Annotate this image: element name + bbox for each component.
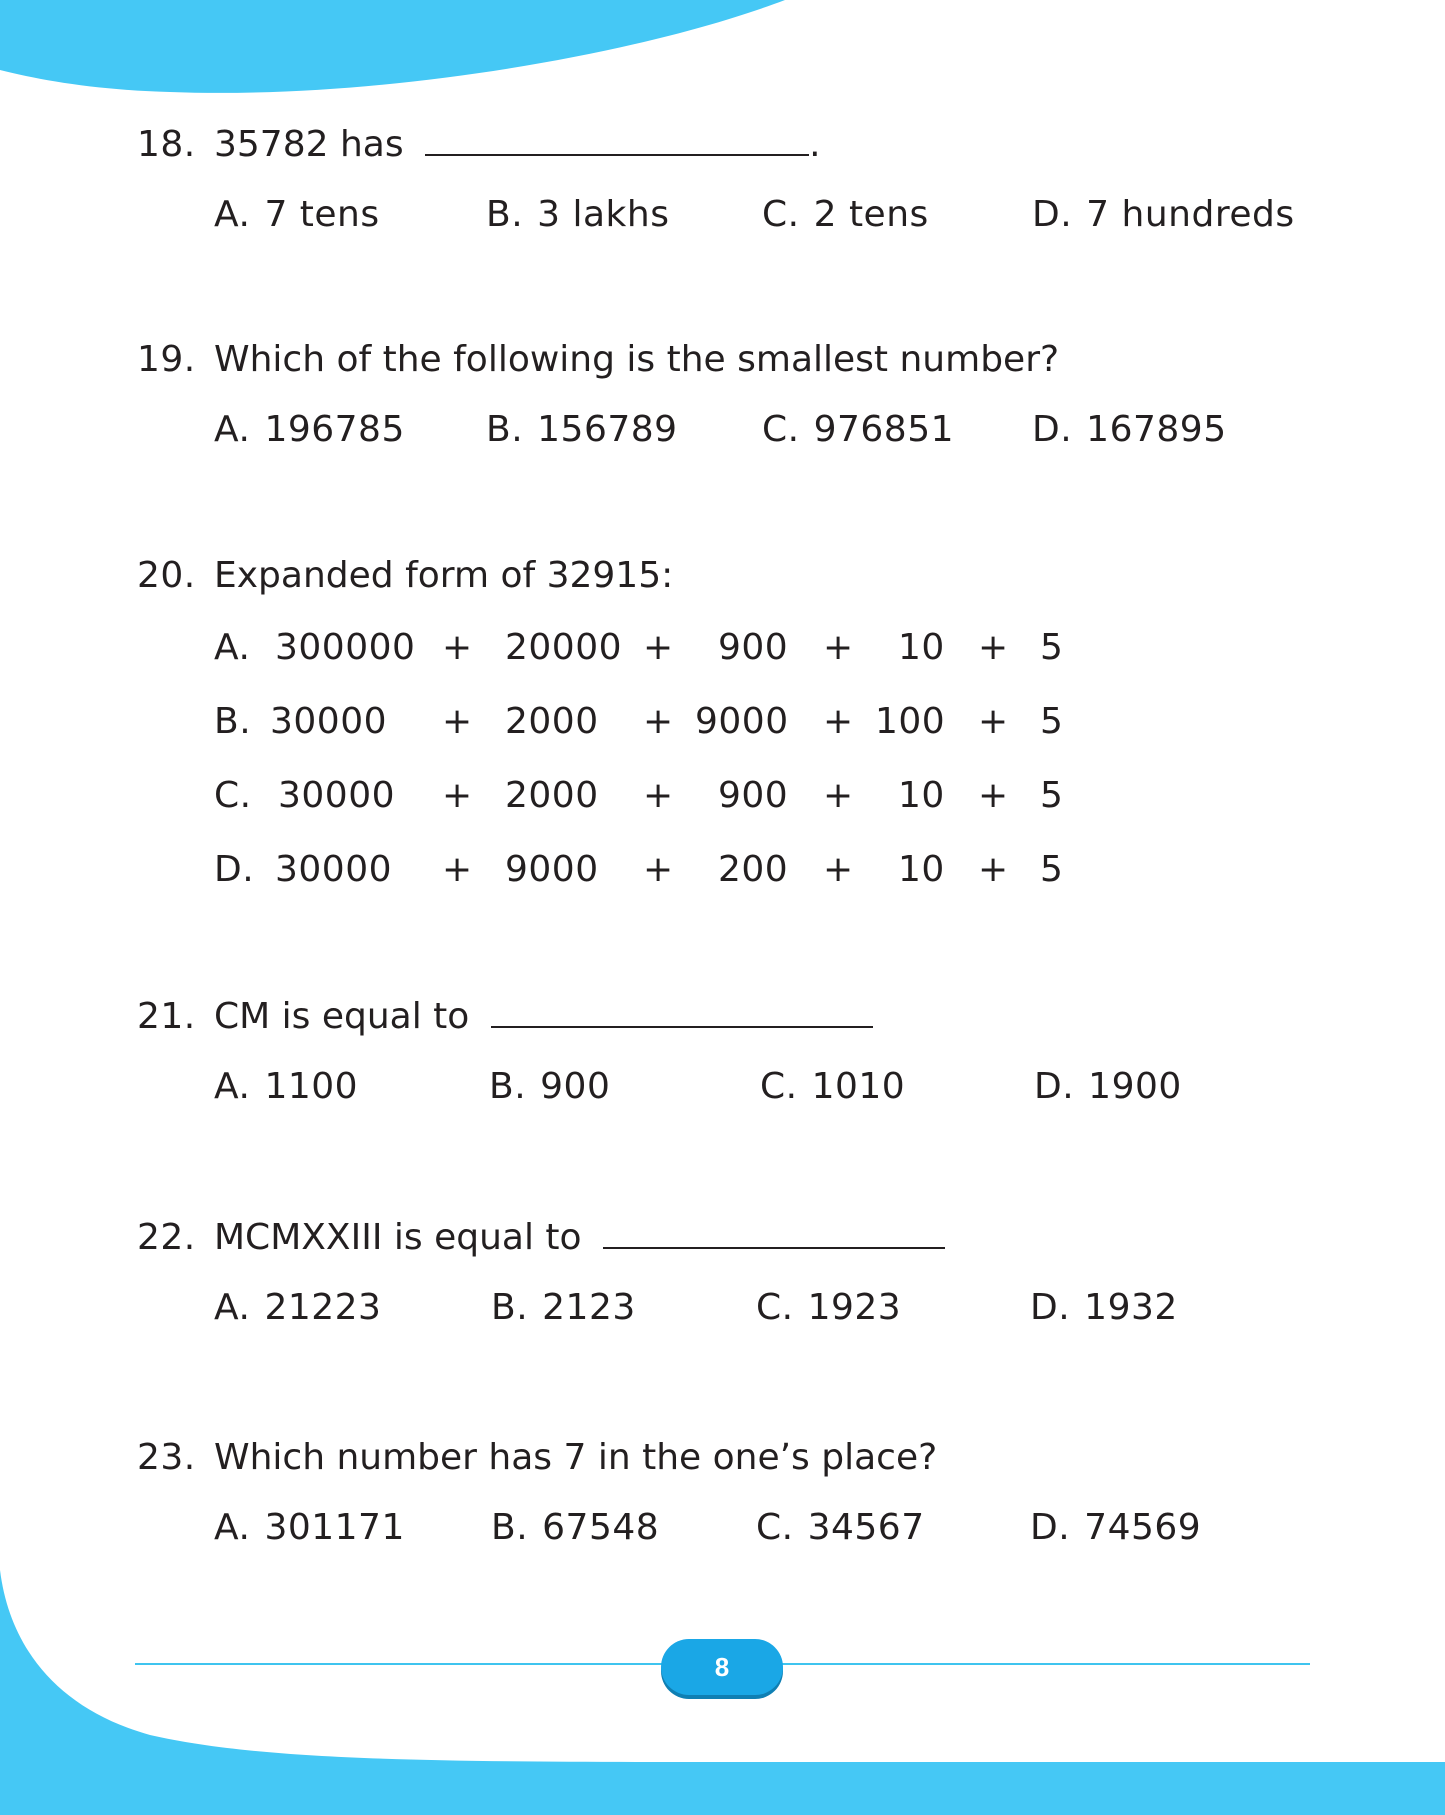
term: 9000: [505, 849, 599, 890]
question-text: Expanded form of 32915:: [214, 555, 674, 596]
question-text: [214, 995, 873, 1039]
term: 20000: [505, 627, 623, 668]
term: 100: [875, 701, 946, 742]
question-text: [214, 123, 821, 167]
term: 900: [718, 775, 789, 816]
question-text: [214, 1216, 945, 1260]
options-row: [0, 1065, 1445, 1109]
page-number-badge: 8: [661, 1639, 783, 1695]
expanded-option-a[interactable]: [0, 626, 1445, 670]
answer-blank[interactable]: [603, 1217, 945, 1249]
plus-sign: +: [978, 775, 1009, 816]
option-b[interactable]: B. 2123: [491, 1287, 636, 1328]
term: 9000: [695, 701, 789, 742]
question-number: 23.: [137, 1437, 196, 1478]
plus-sign: +: [978, 849, 1009, 890]
term: 10: [898, 627, 945, 668]
question-text: Which of the following is the smallest number?: [214, 339, 1060, 380]
question-number: 19.: [137, 339, 196, 380]
option-letter: A.: [214, 627, 251, 668]
plus-sign: +: [823, 775, 854, 816]
term: 10: [898, 775, 945, 816]
question-number: 22.: [137, 1217, 196, 1258]
option-c[interactable]: C. 1010: [760, 1066, 906, 1107]
term: 5: [1040, 701, 1064, 742]
option-b[interactable]: B. 3 lakhs: [486, 194, 670, 235]
term: 30000: [275, 849, 393, 890]
plus-sign: +: [442, 701, 473, 742]
plus-sign: +: [442, 627, 473, 668]
option-a[interactable]: A. 21223: [214, 1287, 382, 1328]
plus-sign: +: [978, 701, 1009, 742]
answer-blank[interactable]: [491, 996, 873, 1028]
option-b[interactable]: B. 900: [489, 1066, 611, 1107]
plus-sign: +: [442, 849, 473, 890]
plus-sign: +: [823, 849, 854, 890]
option-c[interactable]: C. 2 tens: [762, 194, 929, 235]
blank-suffix: .: [809, 124, 821, 165]
option-d[interactable]: D. 7 hundreds: [1032, 194, 1295, 235]
option-d[interactable]: D. 1900: [1034, 1066, 1182, 1107]
option-a[interactable]: A. 196785: [214, 409, 405, 450]
question-prompt: CM is equal to: [214, 996, 470, 1037]
term: 30000: [270, 701, 388, 742]
term: 30000: [278, 775, 396, 816]
options-row: [0, 193, 1445, 237]
question-number: 20.: [137, 555, 196, 596]
option-letter: B.: [214, 701, 252, 742]
option-d[interactable]: D. 167895: [1032, 409, 1227, 450]
term: 2000: [505, 775, 599, 816]
options-row: [0, 1506, 1445, 1550]
plus-sign: +: [823, 627, 854, 668]
top-wave-shape: [0, 0, 785, 93]
plus-sign: +: [643, 849, 674, 890]
option-b[interactable]: B. 156789: [486, 409, 678, 450]
option-c[interactable]: C. 34567: [756, 1507, 925, 1548]
expanded-option-c[interactable]: [0, 774, 1445, 818]
option-c[interactable]: C. 976851: [762, 409, 955, 450]
term: 10: [898, 849, 945, 890]
question-number: 18.: [137, 124, 196, 165]
term: 200: [718, 849, 789, 890]
plus-sign: +: [643, 627, 674, 668]
term: 5: [1040, 849, 1064, 890]
question-prompt: MCMXXIII is equal to: [214, 1217, 582, 1258]
options-row: [0, 1286, 1445, 1330]
answer-blank[interactable]: [425, 124, 809, 156]
plus-sign: +: [643, 775, 674, 816]
question-prompt: 35782 has: [214, 124, 404, 165]
option-a[interactable]: A. 301171: [214, 1507, 405, 1548]
option-letter: C.: [214, 775, 252, 816]
plus-sign: +: [823, 701, 854, 742]
option-b[interactable]: B. 67548: [491, 1507, 660, 1548]
question-number: 21.: [137, 996, 196, 1037]
term: 5: [1040, 627, 1064, 668]
term: 300000: [275, 627, 416, 668]
option-letter: D.: [214, 849, 255, 890]
term: 5: [1040, 775, 1064, 816]
plus-sign: +: [978, 627, 1009, 668]
option-a[interactable]: A. 1100: [214, 1066, 359, 1107]
term: 900: [718, 627, 789, 668]
term: 2000: [505, 701, 599, 742]
expanded-option-b[interactable]: [0, 700, 1445, 744]
plus-sign: +: [643, 701, 674, 742]
option-a[interactable]: A. 7 tens: [214, 194, 380, 235]
options-row: [0, 408, 1445, 452]
expanded-option-d[interactable]: [0, 848, 1445, 892]
option-c[interactable]: C. 1923: [756, 1287, 902, 1328]
option-d[interactable]: D. 1932: [1030, 1287, 1178, 1328]
question-text: Which number has 7 in the one’s place?: [214, 1437, 938, 1478]
plus-sign: +: [442, 775, 473, 816]
option-d[interactable]: D. 74569: [1030, 1507, 1202, 1548]
